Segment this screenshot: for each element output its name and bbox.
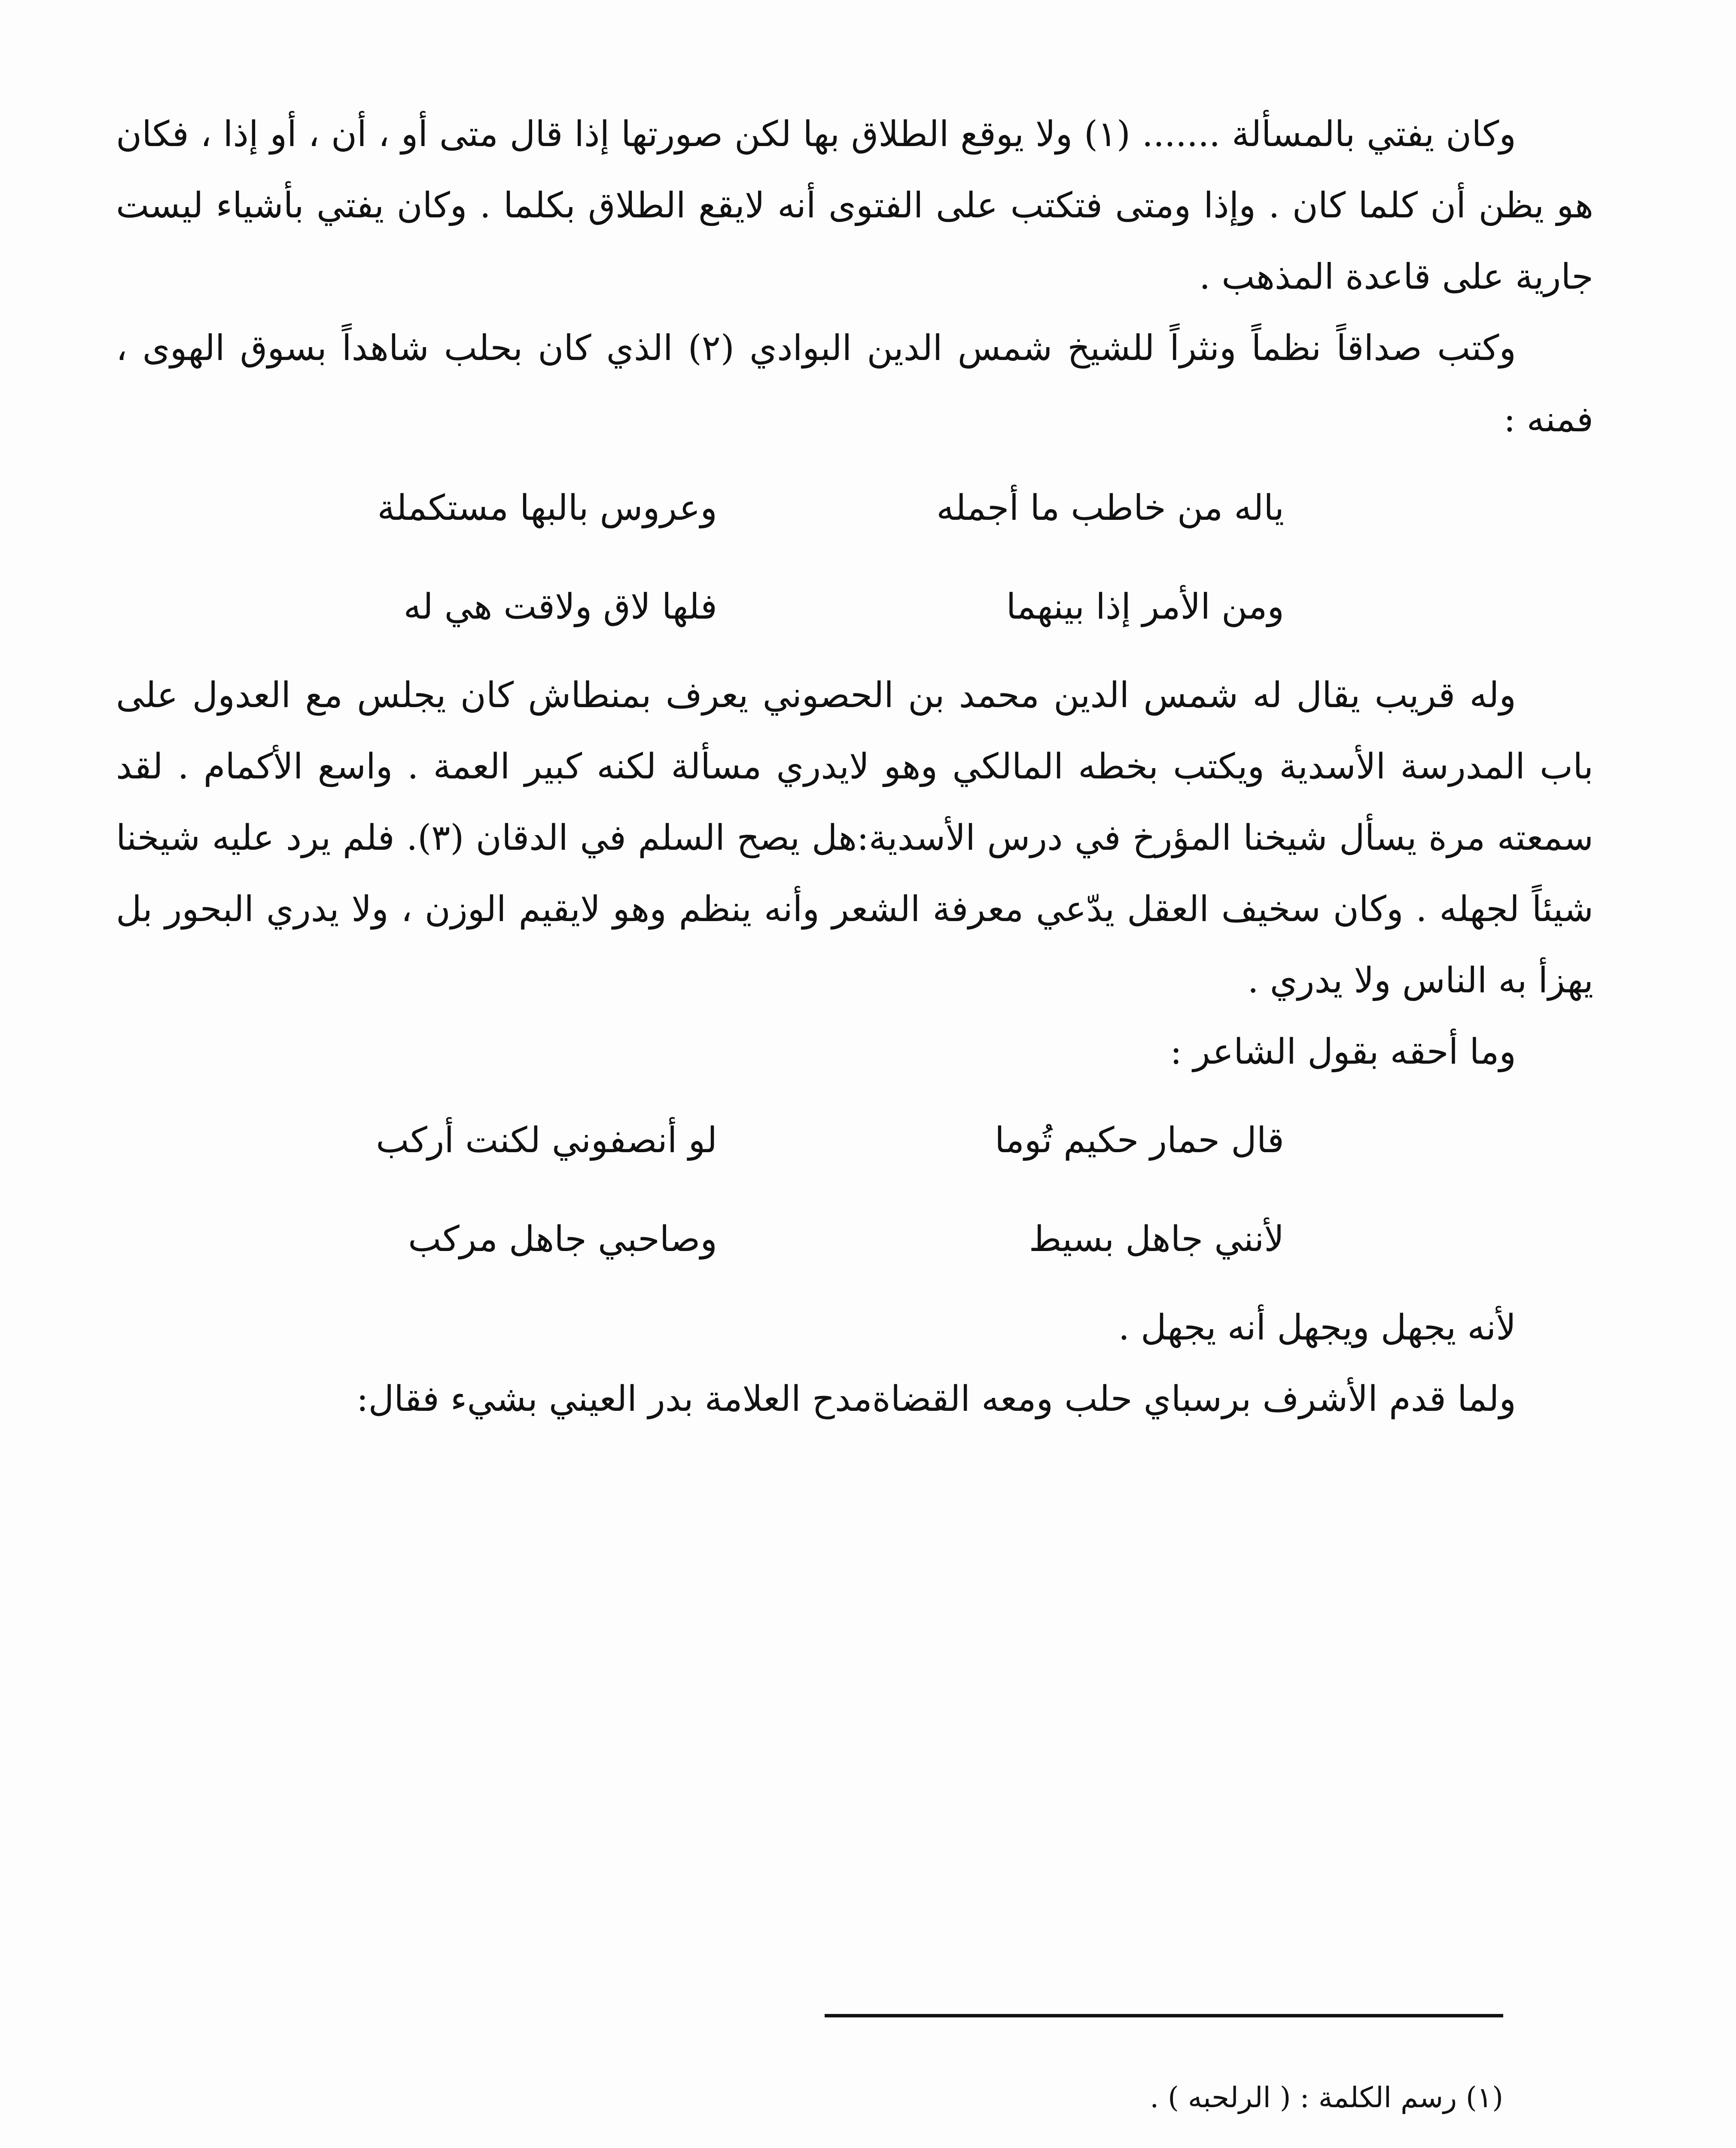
footnote-1: (١) رسم الكلمة : ( الرلحبه ) . xyxy=(1150,2081,1503,2114)
verse-line xyxy=(116,459,1593,558)
verse-first-hemistich: قال حمار حكيم تُوما xyxy=(994,1120,1284,1161)
verse-line xyxy=(116,558,1593,656)
verse-second-hemistich: وعروس بالبها مستكملة xyxy=(377,488,717,528)
verse-second-hemistich: وصاحبي جاهل مركب xyxy=(408,1219,717,1260)
paragraph-mintash: وله قريب يقال له شمس الدين محمد بن الحصوني يعرف بمنطاش كان يجلس مع العدول على باب المدرسة الأسدية ويكتب بخطه المالكي وهو لايدري مسألة لكنه كبير العمة . واسع الأكمام . لقد سمعته مرة يسأل شيخنا المؤرخ في درس الأسدية:هل يصح السلم في الدقان (٣). فلم يرد عليه شيخنا شيئاً لجهله . وكان سخيف العقل يدّعي معرفة الشعر وأنه ينظم وهو لايقيم الوزن ، ولا يدري البحور بل يهزأ به الناس ولا يدري . xyxy=(116,675,1594,1001)
footnote-2 xyxy=(116,2133,1503,2148)
paragraph-sadaq: وكتب صداقاً نظماً ونثراً للشيخ شمس الدين البوادي (٢) الذي كان بحلب شاهداً بسوق الهوى ، فمنه : xyxy=(116,328,1593,440)
poem-donkey xyxy=(116,1091,1593,1289)
poem-marriage xyxy=(116,459,1593,656)
verse-second-hemistich: فلها لاق ولاقت هي له xyxy=(403,586,717,627)
verse-first-hemistich: ياله من خاطب ما أجمله xyxy=(936,488,1284,528)
paragraph-fatwa: وكان يفتي بالمسألة ....... (١) ولا يوقع الطلاق بها لكن صورتها إذا قال متى أو ، أن ، أو إذا ، فكان هو يظن أن كلما كان . وإذا ومتى فتكتب على الفتوى أنه لايقع الطلاق بكلما . وكان يفتي بأشياء ليست جارية على قاعدة المذهب . xyxy=(116,114,1593,297)
verse-first-hemistich: لأنني جاهل بسيط xyxy=(1029,1219,1284,1260)
verse-line xyxy=(116,1190,1593,1289)
footnotes xyxy=(116,2062,1503,2148)
paragraph-poet-intro: وما أحقه بقول الشاعر : xyxy=(1170,1031,1516,1072)
verse-line xyxy=(116,1091,1593,1190)
footnote-separator xyxy=(825,2014,1503,2017)
verse-second-hemistich: لو أنصفوني لكنت أركب xyxy=(376,1120,717,1161)
verse-first-hemistich: ومن الأمر إذا بينهما xyxy=(1006,586,1284,627)
paragraph-ignorance: لأنه يجهل ويجهل أنه يجهل . xyxy=(1118,1307,1516,1348)
main-text xyxy=(116,99,1593,1435)
paragraph-ashraf: ولما قدم الأشرف برسباي حلب ومعه القضاةمدح العلامة بدر العيني بشيء فقال: xyxy=(356,1379,1516,1419)
